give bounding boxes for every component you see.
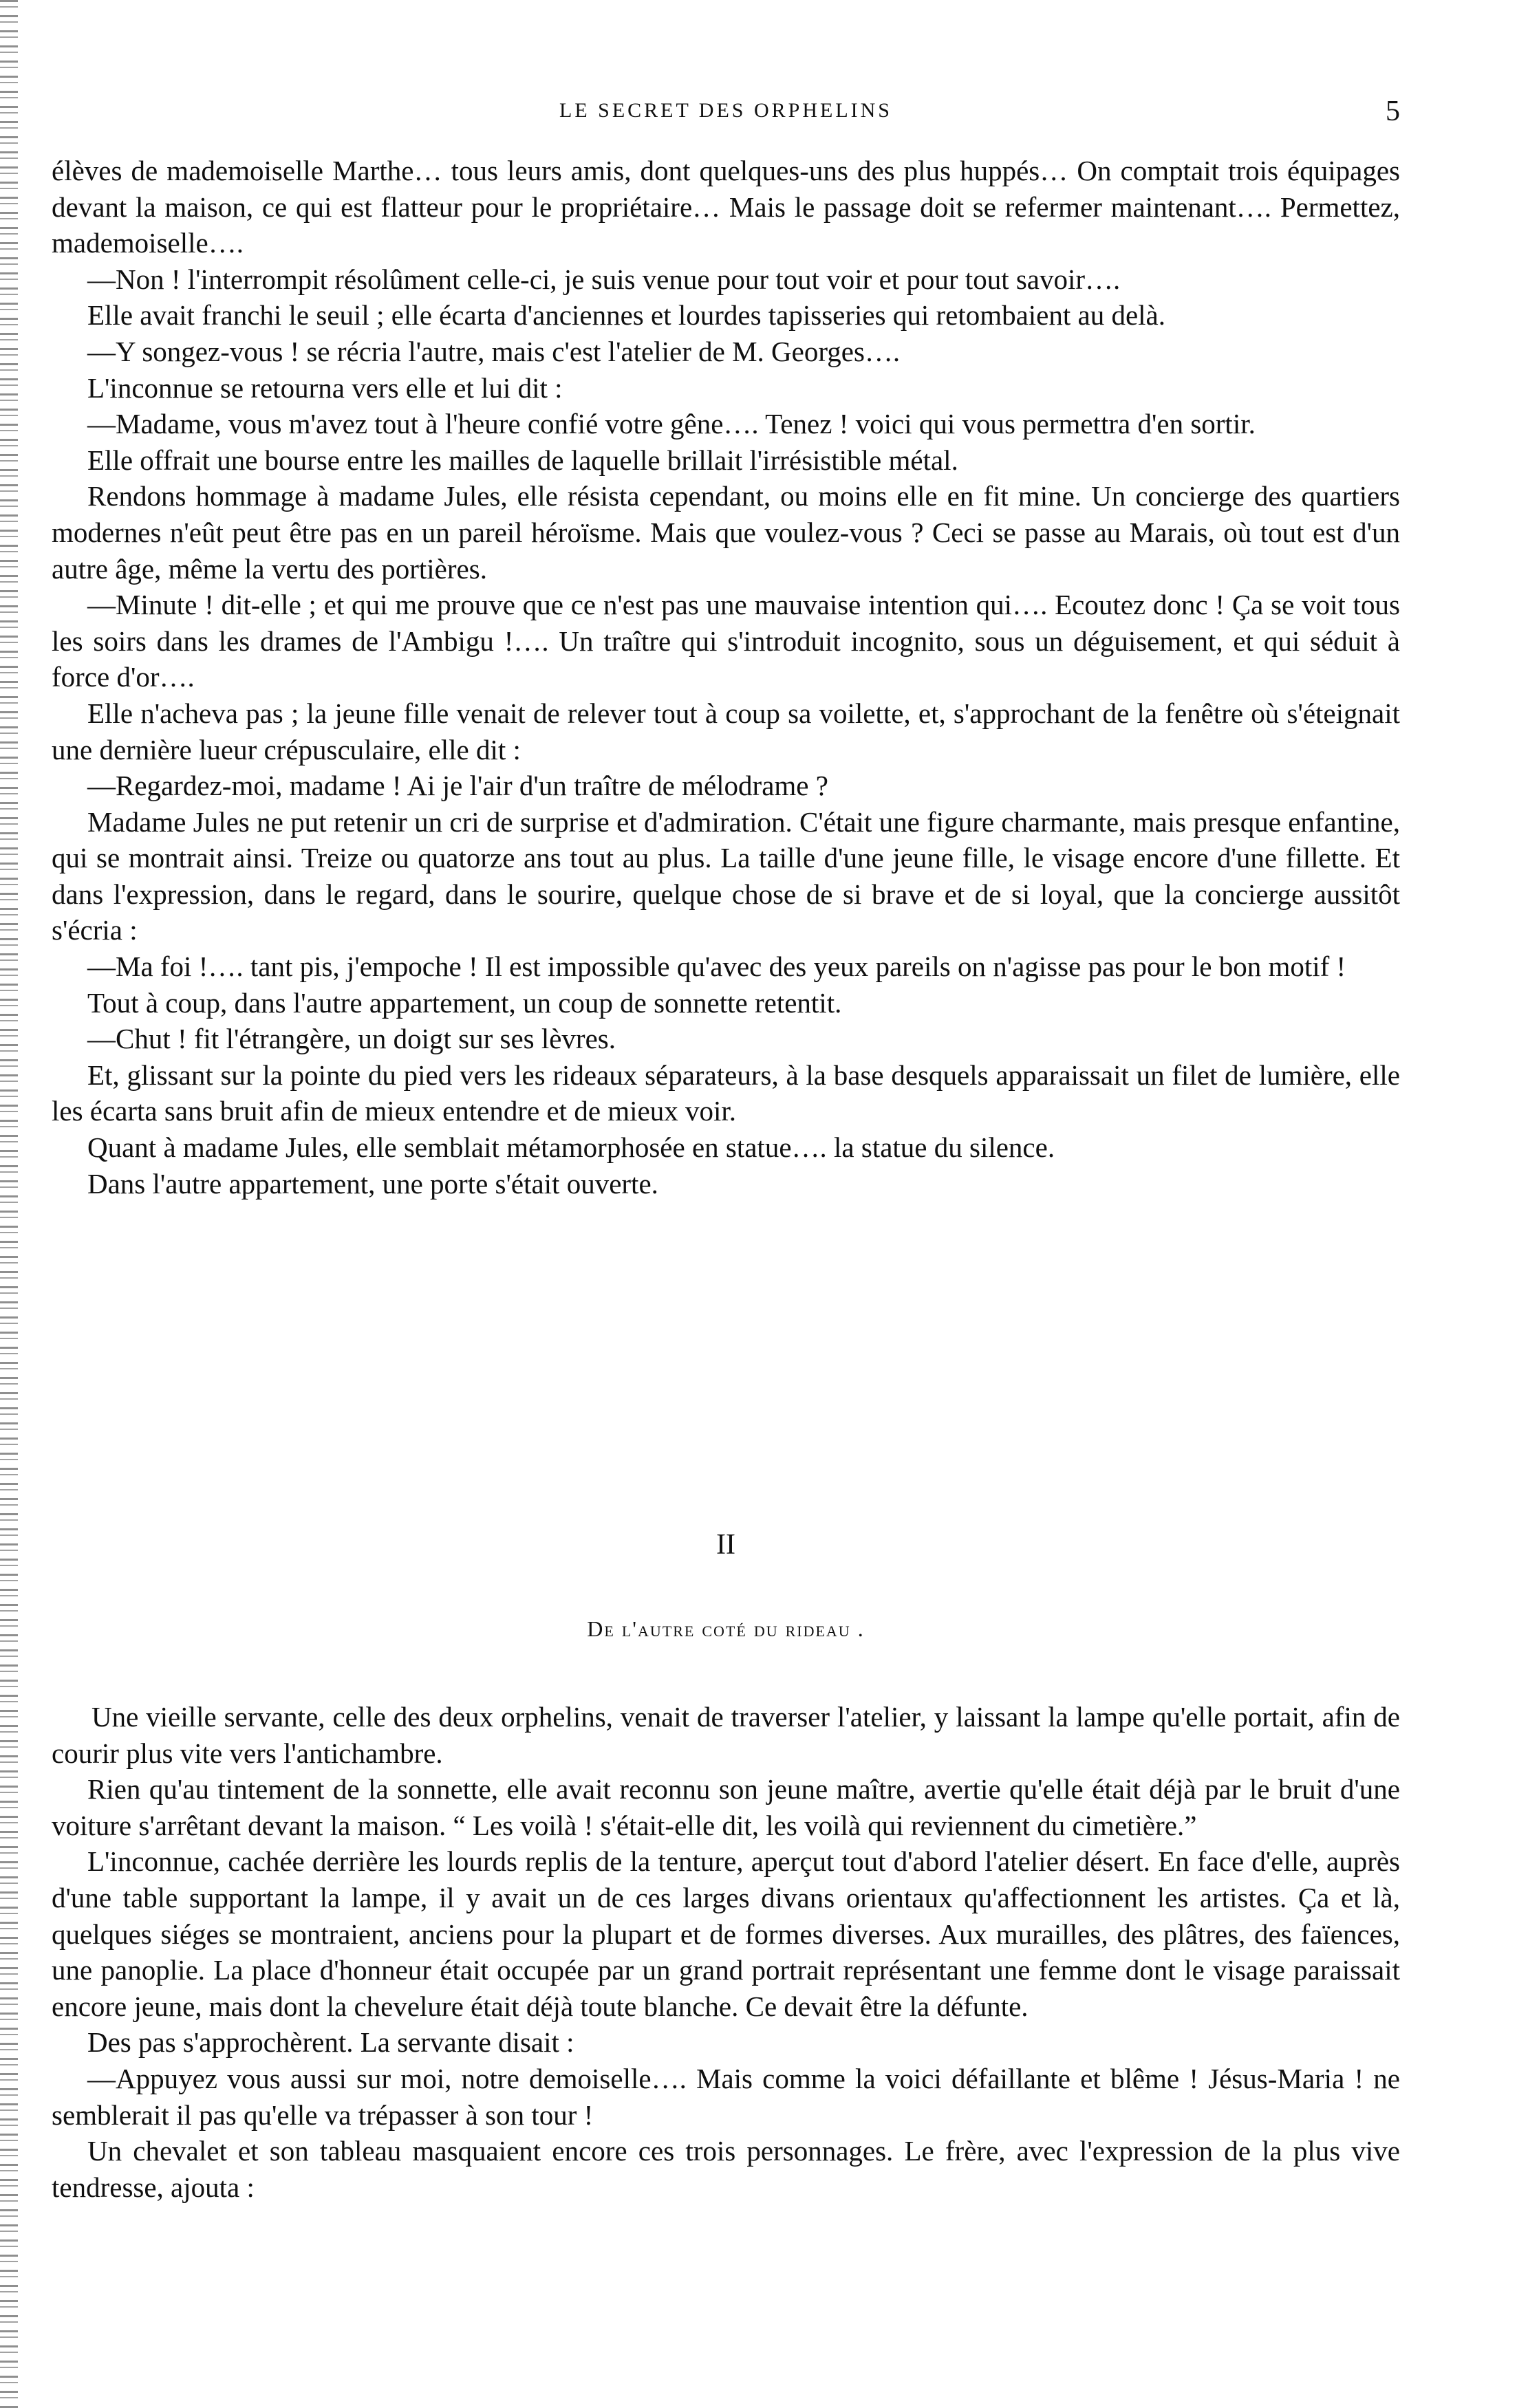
paragraph: —Y songez-vous ! se récria l'autre, mais c'est l'atelier de M. Georges…. [87,335,901,367]
paragraph: —Madame, vous m'avez tout à l'heure confié votre gêne…. Tenez ! voici qui vous permettra d'en sortir. [87,408,1256,440]
paragraph: —Regardez-moi, madame ! Ai je l'air d'un traître de mélodrame ? [87,770,828,802]
paragraph: Dans l'autre appartement, une porte s'était ouverte. [87,1167,658,1200]
paragraph: Rendons hommage à madame Jules, elle résista cependant, ou moins elle en fit mine. Un concierge des quartiers modernes n'eût peut être pas en un pareil héroïsme. Mais que voulez-vous ? Ceci se passe au Marais, où tout est d'un autre âge, même la vertu des portières. [52,480,1400,585]
paragraph: Madame Jules ne put retenir un cri de surprise et d'admiration. C'était une figure charmante, mais presque enfantine, qui se montrait ainsi. Treize ou quatorze ans tout au plus. La taille d'une jeune fille, le visage encore d'une fillette. Et dans l'expression, dans le regard, dans le sourire, quelque chose de si brave et de si loyal, que la concierge aussitôt s'écria : [52,805,1400,946]
paragraph: Tout à coup, dans l'autre appartement, un coup de sonnette retentit. [87,986,842,1019]
paragraph: —Chut ! fit l'étrangère, un doigt sur ses lèvres. [87,1023,616,1055]
paragraph: Quant à madame Jules, elle semblait métamorphosée en statue…. la statue du silence. [87,1131,1055,1164]
running-title: LE SECRET DES ORPHELINS [559,99,892,122]
page-number: 5 [1386,96,1400,127]
section-number: II [716,1529,735,1561]
paragraph: —Ma foi !…. tant pis, j'empoche ! Il est impossible qu'avec des yeux pareils on n'agisse pas pour le bon motif ! [87,951,1346,983]
paragraph: Un chevalet et son tableau masquaient encore ces trois personnages. Le frère, avec l'expression de la plus vive tendresse, ajouta : [52,2135,1400,2203]
paragraph: —Minute ! dit-elle ; et qui me prouve que ce n'est pas une mauvaise intention qui…. Ecoutez donc ! Ça se voit tous les soirs dans les drames de l'Ambigu !…. Un traître qui s'introduit incognito, sous un déguisement, et qui séduit à force d'or…. [52,589,1400,693]
paragraph: Elle n'acheva pas ; la jeune fille venait de relever tout à coup sa voilette, et, s'approchant de la fenêtre où s'éteignait une dernière lueur crépusculaire, elle dit : [52,697,1400,766]
paragraph: Une vieille servante, celle des deux orphelins, venait de traverser l'atelier, y laissant la lampe qu'elle portait, afin de courir plus vite vers l'antichambre. [52,1701,1400,1769]
paragraph: Rien qu'au tintement de la sonnette, elle avait reconnu son jeune maître, avertie qu'elle était déjà par le bruit d'une voiture s'arrêtant devant la maison. “ Les voilà ! s'était-elle dit, les voilà qui reviennent du cimetière.” [52,1773,1400,1841]
chapter-text [52,153,1400,1202]
paragraph: Elle avait franchi le seuil ; elle écarta d'anciennes et lourdes tapisseries qui retombaient au delà. [87,299,1166,332]
binding-edge [0,0,18,2408]
running-head [52,95,1400,129]
paragraph: Et, glissant sur la pointe du pied vers les rideaux séparateurs, à la base desquels apparaissait un filet de lumière, elle les écarta sans bruit afin de mieux entendre et de mieux voir. [52,1059,1400,1127]
section-text [52,1699,1400,2205]
paragraph: —Appuyez vous aussi sur moi, notre demoiselle…. Mais comme la voici défaillante et blême ! Jésus-Maria ! ne semblerait il pas qu'elle va trépasser à son tour ! [52,2062,1400,2131]
paragraph: Des pas s'approchèrent. La servante disait : [87,2026,574,2059]
paragraph: —Non ! l'interrompit résolûment celle-ci, je suis venue pour tout voir et pour tout savoir…. [87,263,1121,295]
section-title: De l'autre coté du rideau . [587,1616,865,1641]
paragraph: L'inconnue se retourna vers elle et lui dit : [87,371,563,404]
paragraph: élèves de mademoiselle Marthe… tous leurs amis, dont quelques-uns des plus huppés… On comptait trois équipages devant la maison, ce qui est flatteur pour le propriétaire… Mais le passage doit se refermer maintenant…. Permettez, mademoiselle…. [52,155,1400,259]
paragraph: L'inconnue, cachée derrière les lourds replis de la tenture, aperçut tout d'abord l'atelier désert. En face d'elle, auprès d'une table supportant la lampe, il y avait un de ces larges divans orientaux qu'affectionnent les artistes. Ça et là, quelques siéges se montraient, anciens pour la plupart et de formes diverses. Aux murailles, des plâtres, des faïences, une panoplie. La place d'honneur était occupée par un grand portrait représentant une femme dont le visage paraissait encore jeune, mais dont la chevelure était déjà toute blanche. Ce devait être la défunte. [52,1845,1400,2022]
paragraph: Elle offrait une bourse entre les mailles de laquelle brillait l'irrésistible métal. [87,444,958,476]
